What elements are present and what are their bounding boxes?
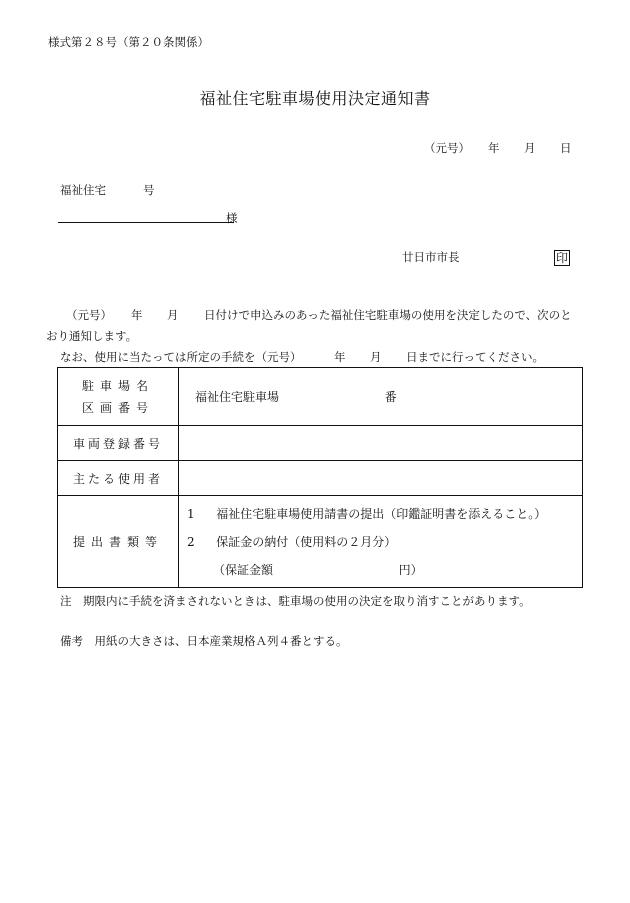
body-line2: おり通知します。 (46, 329, 138, 343)
body-line1-year: 年 (131, 308, 143, 322)
deposit-line (187, 556, 582, 584)
date-era: （元号） (424, 141, 470, 155)
body-line3-text: なお、使用に当たっては所定の手続を（元号） (60, 350, 302, 364)
deposit-unit: 円） (398, 562, 423, 577)
page-title: 福祉住宅駐車場使用決定通知書 (199, 89, 431, 108)
table-row (58, 461, 583, 496)
document-num-1: 1 (187, 506, 195, 521)
document-item-2 (187, 528, 582, 556)
table-row (58, 426, 583, 461)
remark-note: 備考 用紙の大きさは、日本産業規格Ａ列４番とする。 (60, 634, 348, 648)
date-day: 日 (560, 141, 572, 155)
documents-cell (179, 496, 583, 588)
date-year: 年 (488, 141, 500, 155)
body-line3-year: 年 (334, 350, 346, 364)
parking-value-cell (179, 368, 583, 426)
recipient-housing-label: 福祉住宅 (60, 183, 106, 197)
parking-label-cell (58, 368, 179, 426)
vehicle-number-label: 車両登録番号 (58, 426, 179, 461)
date-month: 月 (524, 141, 536, 155)
main-user-value (179, 461, 583, 496)
body-line1-era: （元号） (66, 308, 112, 322)
body-line3-month: 月 (370, 350, 382, 364)
recipient-number-suffix: 号 (143, 183, 155, 197)
deposit-label: （保証金額 (213, 562, 274, 577)
document-item-1 (187, 500, 582, 528)
seal-text: 印 (556, 251, 569, 265)
vehicle-number-value (179, 426, 583, 461)
body-line1-month: 月 (167, 308, 179, 322)
documents-label: 提出書類等 (58, 496, 179, 588)
body-line3-end: 日までに行ってください。 (406, 350, 544, 364)
table-row (58, 496, 583, 588)
seal-mark (554, 247, 570, 266)
document-text-1: 福祉住宅駐車場使用請書の提出（印鑑証明書を添えること。） (216, 506, 547, 521)
parking-value: 福祉住宅駐車場 (195, 390, 280, 404)
caution-note: 注 期限内に手続を済まされないときは、駐車場の使用の決定を取り消すことがあります。 (60, 594, 531, 608)
document-text-2: 保証金の納付（使用料の２月分） (216, 534, 397, 549)
form-number: 様式第２８号（第２０条関係） (48, 35, 209, 49)
main-user-label: 主たる使用者 (58, 461, 179, 496)
issuer-name: 廿日市市長 (402, 250, 460, 264)
recipient-name-line (58, 222, 234, 223)
recipient-honorific: 様 (226, 211, 238, 225)
document-num-2: 2 (187, 534, 195, 549)
parking-name-label: 駐車場名 (81, 378, 154, 393)
details-table (57, 367, 583, 588)
section-number-label: 区画番号 (81, 400, 154, 415)
section-suffix: 番 (384, 390, 397, 404)
table-row (58, 368, 583, 426)
body-line1-text: 日付けで申込みのあった福祉住宅駐車場の使用を決定したので、次のと (204, 308, 572, 322)
